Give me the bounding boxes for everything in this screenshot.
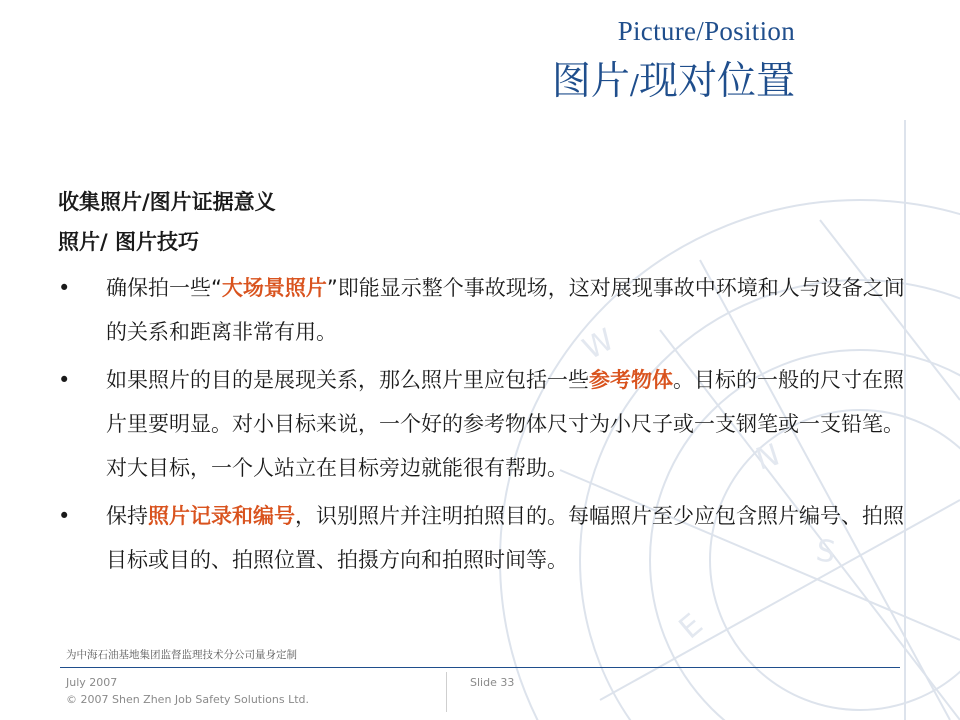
bullet-highlight: 照片记录和编号 bbox=[148, 504, 295, 528]
title-cn-slash: / bbox=[629, 70, 639, 101]
footer-divider-line bbox=[60, 667, 900, 668]
footer-copyright: © 2007 Shen Zhen Job Safety Solutions Ltd. bbox=[66, 693, 310, 706]
slide-content bbox=[58, 182, 918, 582]
bullet-item bbox=[58, 266, 918, 354]
bullet-icon: • bbox=[58, 504, 71, 528]
bullet-text-post: ，识别照片并注明拍照目的。每幅照片至少应包含照片编号、拍照目标或目的、拍照位置、拍摄方向和拍照时间等。 bbox=[106, 504, 904, 572]
bullet-text-pre: 如果照片的目的是展现关系，那么照片里应包括一些 bbox=[106, 368, 589, 392]
bullet-highlight: 大场景照片 bbox=[221, 276, 327, 300]
bullet-highlight: 参考物体 bbox=[589, 368, 673, 392]
title-cn-part2: 现对位置 bbox=[638, 59, 795, 104]
bullet-icon: • bbox=[58, 276, 71, 300]
title-cn-part1: 图片 bbox=[551, 59, 630, 104]
svg-text:W: W bbox=[577, 322, 620, 368]
heading-evidence-meaning: 收集照片/图片证据意义 bbox=[58, 190, 276, 214]
bullet-icon: • bbox=[58, 368, 71, 392]
bullet-item bbox=[58, 358, 918, 490]
bullet-text-post: ”即能显示整个事故现场，这对展现事故中环境和人与设备之间的关系和距离非常有用。 bbox=[106, 276, 905, 344]
slide-number: Slide 33 bbox=[470, 676, 515, 689]
bullet-item bbox=[58, 494, 918, 582]
footer-vertical-divider bbox=[446, 672, 447, 712]
bullet-text-post: 。目标的一般的尺寸在照片里要明显。对小目标来说，一个好的参考物体尺寸为小尺子或一支钢笔或一支铅笔。对大目标，一个人站立在目标旁边就能很有帮助。 bbox=[106, 368, 904, 480]
svg-text:S: S bbox=[813, 533, 838, 571]
bullet-text-pre: 保持 bbox=[106, 504, 148, 528]
svg-text:E: E bbox=[672, 607, 710, 647]
page-title-english: Picture/Position bbox=[617, 16, 795, 46]
bullet-text-pre: 确保拍一些“ bbox=[106, 276, 222, 300]
page-title-chinese bbox=[552, 50, 795, 106]
footer-date: July 2007 bbox=[66, 676, 118, 689]
svg-text:N: N bbox=[751, 437, 784, 478]
footer-note: 为中海石油基地集团监督监理技术分公司量身定制 bbox=[66, 649, 297, 661]
heading-photo-tips: 照片/ 图片技巧 bbox=[58, 230, 199, 254]
